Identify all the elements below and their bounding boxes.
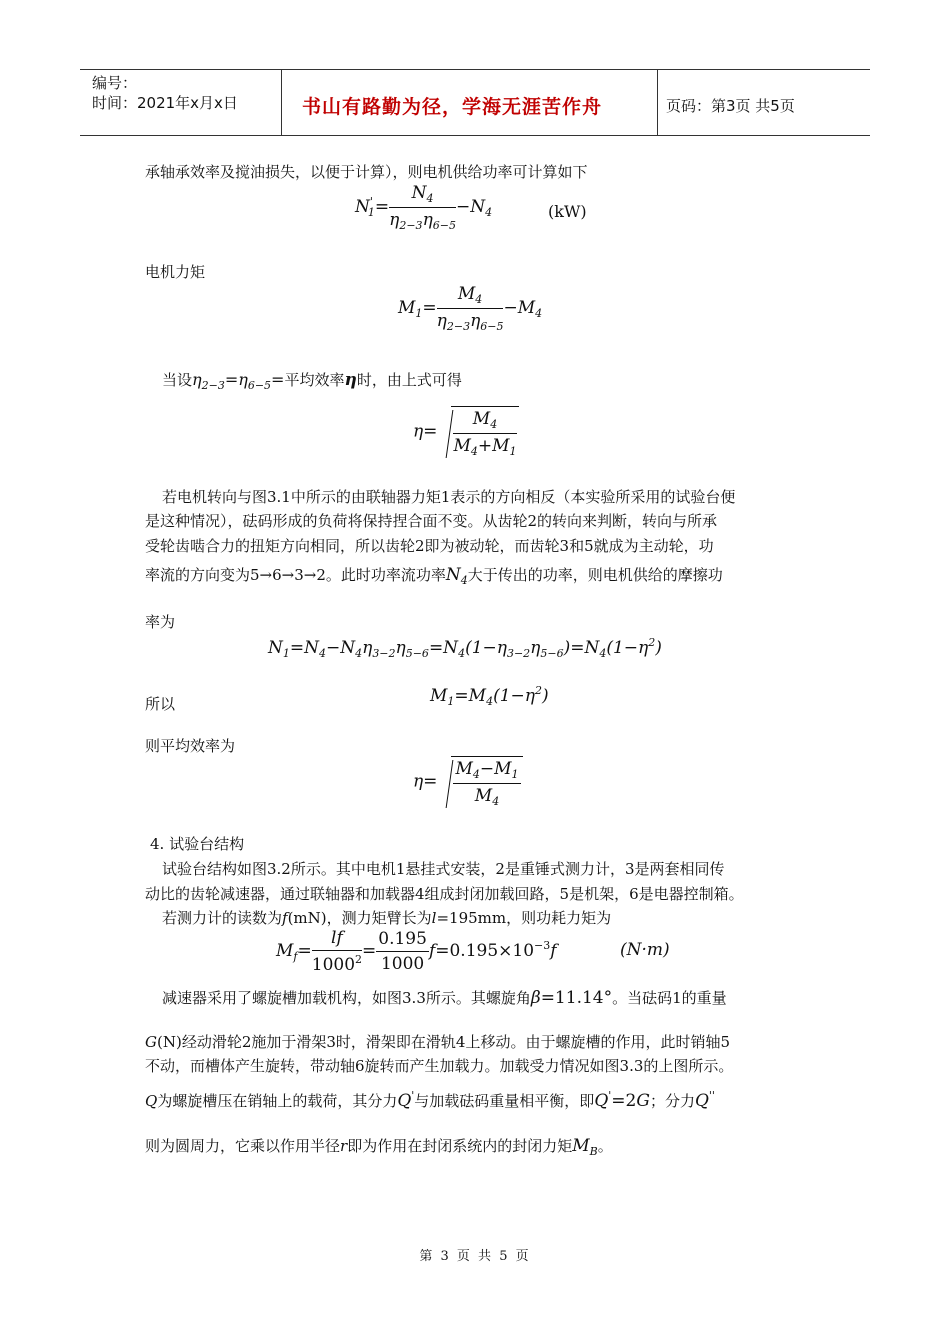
label-so: 所以 — [145, 695, 176, 713]
formula-eta-sqrt-1: η= $\frac{M_4}{M_4+M_1}$ — [413, 406, 519, 458]
header-bottom-rule — [80, 135, 870, 136]
paragraph-intro: 承轴承效率及搅油损失，以便于计算），则电机供给功率可计算如下 — [145, 163, 588, 181]
unit-nm: (N·m) — [620, 940, 670, 960]
paragraph-loading-l3: 不动，而槽体产生旋转，带动轴6旋转而产生加载力。加载受力情况如图3.3的上图所示。 — [145, 1057, 734, 1075]
section-4-title: 4. 试验台结构 — [150, 835, 245, 853]
header-motto: 书山有路勤为径，学海无涯苦作舟 — [302, 96, 603, 118]
formula-n1-power: $N'_1=$ $\frac{N_4}{\eta_{2-3}\eta_{6-5}}$ $-N_4$ — [355, 183, 493, 232]
header-top-rule — [80, 69, 870, 70]
header-time-label: 时间：2021年x月x日 — [92, 94, 238, 112]
label-average-efficiency: 则平均效率为 — [145, 737, 236, 755]
paragraph-reverse-l4: 率流的方向变为5→6→3→2。此时功率流功率$N_4$大于传出的功率，则电机供给的摩擦功 — [145, 565, 723, 587]
unit-kw: (kW) — [548, 202, 587, 221]
paragraph-reverse-l3: 受轮齿啮合力的扭矩方向相同，所以齿轮2即为被动轮，而齿轮3和5就成为主动轮，功 — [145, 537, 714, 555]
paragraph-reverse-l5: 率为 — [145, 613, 176, 631]
paragraph-loading-l4: Q为螺旋槽压在销轴上的载荷，其分力Q'与加载砝码重量相平衡，即Q'=2G；分力Q'' — [145, 1089, 715, 1111]
header-divider-left — [281, 69, 282, 135]
paragraph-loading-l5: 则为圆周力，它乘以作用半径r即为作用在封闭系统内的封闭力矩$M_B$。 — [145, 1136, 613, 1158]
formula-mf: $M_f=$ $\frac{lf}{1000^2}$ = $\frac{0.195}{1000}$ $f=0.195\times 10^{-3}f$ — [276, 928, 557, 975]
header-divider-right — [657, 69, 658, 135]
paragraph-loading-l1: 减速器采用了螺旋槽加载机构，如图3.3所示。其螺旋角β=11.14°。当砝码1的重量 — [162, 988, 727, 1008]
formula-m1-expansion: $M_1=M_4(1-\eta^2)$ — [430, 684, 549, 708]
formula-m1-torque: $M_1=$ $\frac{M_4}{\eta_{2-3}\eta_{6-5}}$ $-M_4$ — [398, 284, 543, 333]
paragraph-reverse-l1: 若电机转向与图3.1中所示的由联轴器力矩1表示的方向相反（本实验所采用的试验台便 — [162, 488, 736, 506]
header-serial-label: 编号： — [92, 74, 138, 92]
paragraph-structure-l1: 试验台结构如图3.2所示。其中电机1悬挂式安装，2是重锤式测力计，3是两套相同传 — [162, 860, 725, 878]
paragraph-structure-l3: 若测力计的读数为f(mN)，测力矩臂长为l=195mm，则功耗力矩为 — [162, 909, 612, 927]
paragraph-structure-l2: 动比的齿轮减速器，通过联轴器和加载器4组成封闭加载回路，5是机架，6是电器控制箱。 — [145, 885, 744, 903]
footer-page-number: 第 3 页 共 5 页 — [419, 1249, 531, 1264]
formula-n1-expansion: $N_1=N_4-N_4\eta_{3-2}\eta_{5-6}=N_4(1-\eta_{3-2}\eta_{5-6})=N_4(1-\eta^2)$ — [268, 636, 662, 660]
paragraph-loading-l2: G(N)经动滑轮2施加于滑架3时，滑架即在滑轨4上移动。由于螺旋槽的作用，此时销轴5 — [145, 1033, 730, 1051]
label-motor-torque: 电机力矩 — [145, 263, 206, 281]
paragraph-reverse-l2: 是这种情况），砝码形成的负荷将保持捏合面不变。从齿轮2的转向来判断，转向与所承 — [145, 512, 718, 530]
paragraph-assume: 当设$\eta_{2-3}=\eta_{6-5}=$平均效率η时，由上式可得 — [162, 370, 462, 392]
header-page-label: 页码：第3页 共5页 — [666, 97, 795, 115]
formula-eta-sqrt-2: η= $\frac{M_4-M_1}{M_4}$ — [413, 756, 523, 808]
